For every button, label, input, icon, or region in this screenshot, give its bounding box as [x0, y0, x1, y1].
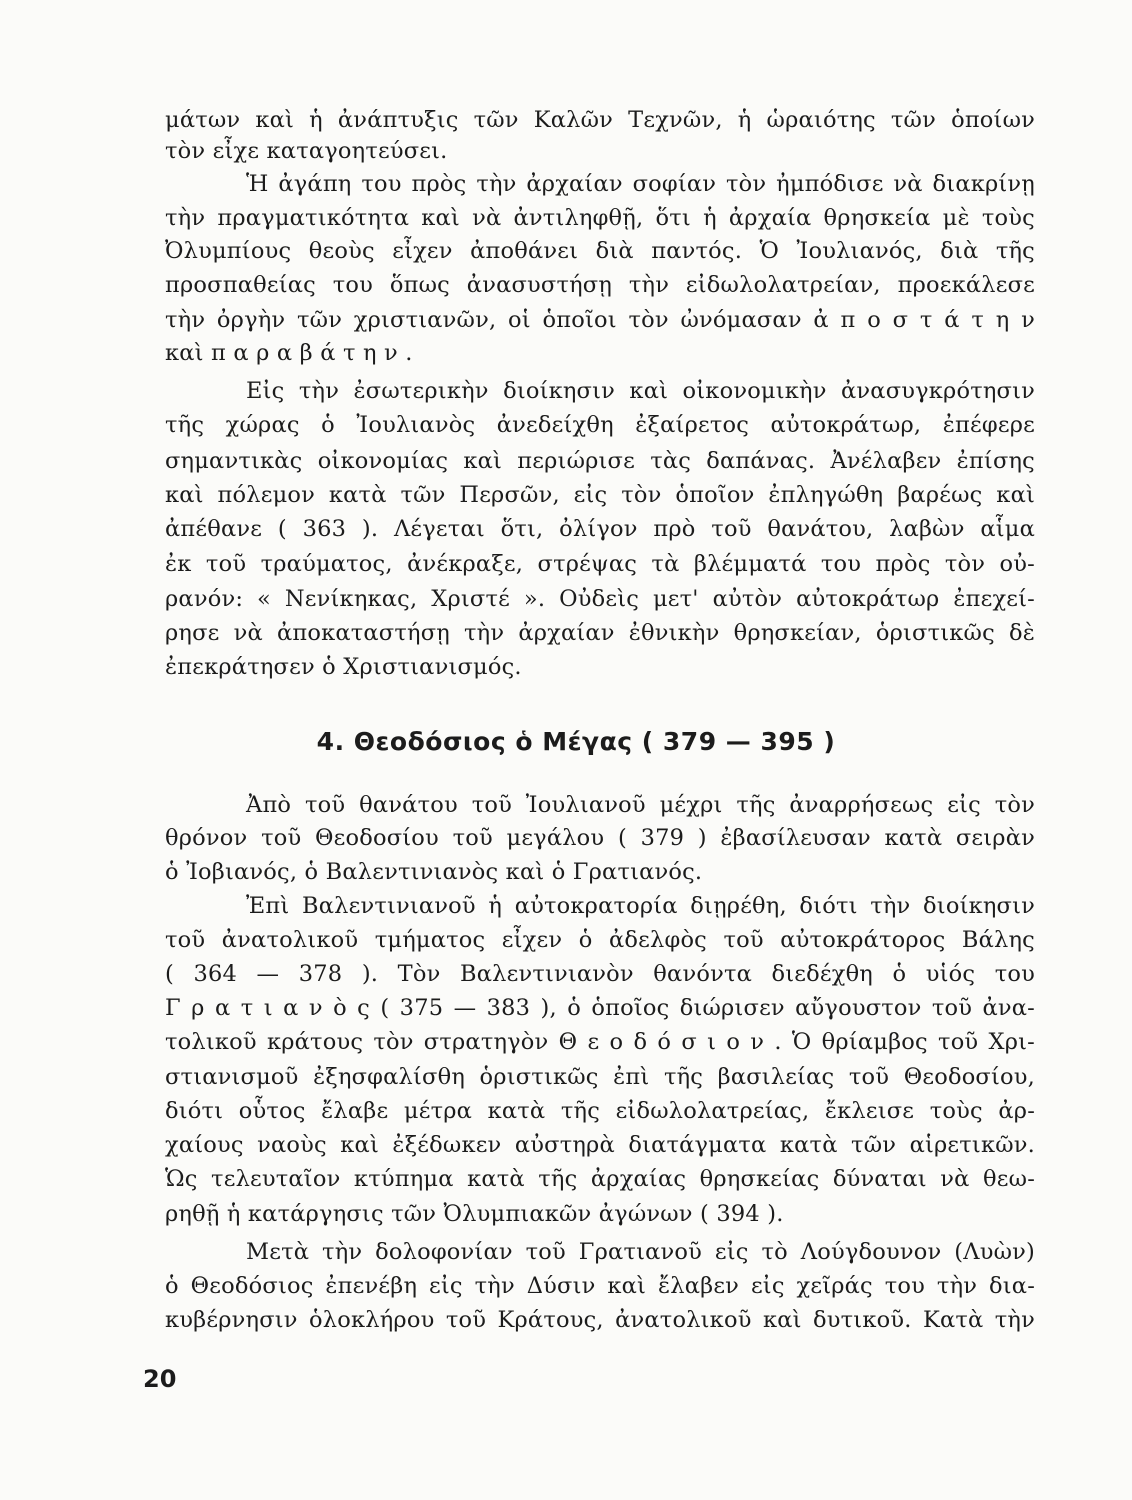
- text-line: Μετὰ τὴν δολοφονίαν τοῦ Γρατιανοῦ εἰς τὸ Λούγδουνον (Λυὼν): [246, 1239, 1035, 1265]
- text-line: τὴν ὀργὴν τῶν χριστιανῶν, οἱ ὁποῖοι τὸν ὠνόμασαν ἀ π ο σ τ ά τ η ν: [165, 307, 1035, 333]
- text-line: ρησε νὰ ἀποκαταστήσῃ τὴν ἀρχαίαν ἐθνικὴν θρησκείαν, ὁριστικῶς δὲ: [165, 620, 1035, 646]
- text-line: ἐκ τοῦ τραύματος, ἀνέκραξε, στρέψας τὰ βλέμματά του πρὸς τὸν οὐ-: [165, 551, 1035, 577]
- text-line: ἐπεκράτησεν ὁ Χριστιανισμός.: [165, 654, 522, 680]
- text-line: ρανόν: « Νενίκηκας, Χριστέ ». Οὐδεὶς μετ' αὐτὸν αὐτοκράτωρ ἐπεχεί-: [165, 586, 1035, 612]
- text-line: τοῦ ἀνατολικοῦ τμήματος εἶχεν ὁ ἀδελφὸς τοῦ αὐτοκράτορος Βάλης: [165, 927, 1035, 953]
- text-line: κυβέρνησιν ὁλοκλήρου τοῦ Κράτους, ἀνατολικοῦ καὶ δυτικοῦ. Κατὰ τὴν: [165, 1307, 1035, 1333]
- text-line: τῆς χώρας ὁ Ἰουλιανὸς ἀνεδείχθη ἐξαίρετος αὐτοκράτωρ, ἐπέφερε: [165, 412, 1035, 438]
- text-line: καὶ πόλεμον κατὰ τῶν Περσῶν, εἰς τὸν ὁποῖον ἐπληγώθη βαρέως καὶ: [165, 482, 1035, 508]
- text-line: προσπαθείας του ὅπως ἀνασυστήσῃ τὴν εἰδωλολατρείαν, προεκάλεσε: [165, 272, 1035, 298]
- text-line: Εἰς τὴν ἐσωτερικὴν διοίκησιν καὶ οἰκονομικὴν ἀνασυγκρότησιν: [246, 378, 1035, 404]
- text-line: ὁ Θεοδόσιος ἐπενέβη εἰς τὴν Δύσιν καὶ ἔλαβεν εἰς χεῖράς του τὴν δια-: [165, 1273, 1035, 1299]
- text-line: Ἀπὸ τοῦ θανάτου τοῦ Ἰουλιανοῦ μέχρι τῆς ἀναρρήσεως εἰς τὸν: [246, 792, 1035, 818]
- page-number: 20: [143, 1365, 177, 1393]
- text-line: μάτων καὶ ἡ ἀνάπτυξις τῶν Καλῶν Τεχνῶν, ἡ ὡραιότης τῶν ὁποίων: [165, 107, 1035, 133]
- text-line: καὶ π α ρ α β ά τ η ν .: [165, 340, 413, 366]
- text-line: ἀπέθανε ( 363 ). Λέγεται ὅτι, ὀλίγον πρὸ τοῦ θανάτου, λαβὼν αἷμα: [165, 516, 1035, 542]
- text-line: ρηθῇ ἡ κατάργησις τῶν Ὀλυμπιακῶν ἀγώνων ( 394 ).: [165, 1201, 784, 1227]
- text-line: Γ ρ α τ ι α ν ὸ ς ( 375 — 383 ), ὁ ὁποῖος διώρισεν αὔγουστον τοῦ ἀνα-: [165, 995, 1035, 1021]
- section-heading: 4. Θεοδόσιος ὁ Μέγας ( 379 — 395 ): [316, 727, 836, 756]
- text-line: διότι οὗτος ἔλαβε μέτρα κατὰ τῆς εἰδωλολατρείας, ἔκλεισε τοὺς ἀρ-: [165, 1098, 1035, 1124]
- text-line: Ὡς τελευταῖον κτύπημα κατὰ τῆς ἀρχαίας θρησκείας δύναται νὰ θεω-: [165, 1166, 1035, 1192]
- text-line: Ἡ ἀγάπη του πρὸς τὴν ἀρχαίαν σοφίαν τὸν ἠμπόδισε νὰ διακρίνῃ: [246, 171, 1035, 197]
- text-line: Ὀλυμπίους θεοὺς εἶχεν ἀποθάνει διὰ παντός. Ὁ Ἰουλιανός, διὰ τῆς: [165, 238, 1035, 264]
- text-line: τολικοῦ κράτους τὸν στρατηγὸν Θ ε ο δ ό σ ι ο ν . Ὁ θρίαμβος τοῦ Χρι-: [165, 1029, 1035, 1055]
- text-line: χαίους ναοὺς καὶ ἐξέδωκεν αὐστηρὰ διατάγματα κατὰ τῶν αἱρετικῶν.: [165, 1132, 1035, 1158]
- text-line: θρόνον τοῦ Θεοδοσίου τοῦ μεγάλου ( 379 ) ἐβασίλευσαν κατὰ σειρὰν: [165, 825, 1035, 851]
- text-line: ( 364 — 378 ). Τὸν Βαλεντινιανὸν θανόντα διεδέχθη ὁ υἱός του: [165, 961, 1035, 987]
- text-line: τὴν πραγματικότητα καὶ νὰ ἀντιληφθῇ, ὅτι ἡ ἀρχαία θρησκεία μὲ τοὺς: [165, 205, 1035, 231]
- text-line: τὸν εἶχε καταγοητεύσει.: [165, 138, 448, 164]
- text-line: ὁ Ἰοβιανός, ὁ Βαλεντινιανὸς καὶ ὁ Γρατιανός.: [165, 859, 703, 885]
- text-line: σημαντικὰς οἰκονομίας καὶ περιώρισε τὰς δαπάνας. Ἀνέλαβεν ἐπίσης: [165, 448, 1035, 474]
- text-line: στιανισμοῦ ἐξησφαλίσθη ὁριστικῶς ἐπὶ τῆς βασιλείας τοῦ Θεοδοσίου,: [165, 1064, 1035, 1090]
- text-line: Ἐπὶ Βαλεντινιανοῦ ἡ αὐτοκρατορία διῃρέθη, διότι τὴν διοίκησιν: [246, 893, 1035, 919]
